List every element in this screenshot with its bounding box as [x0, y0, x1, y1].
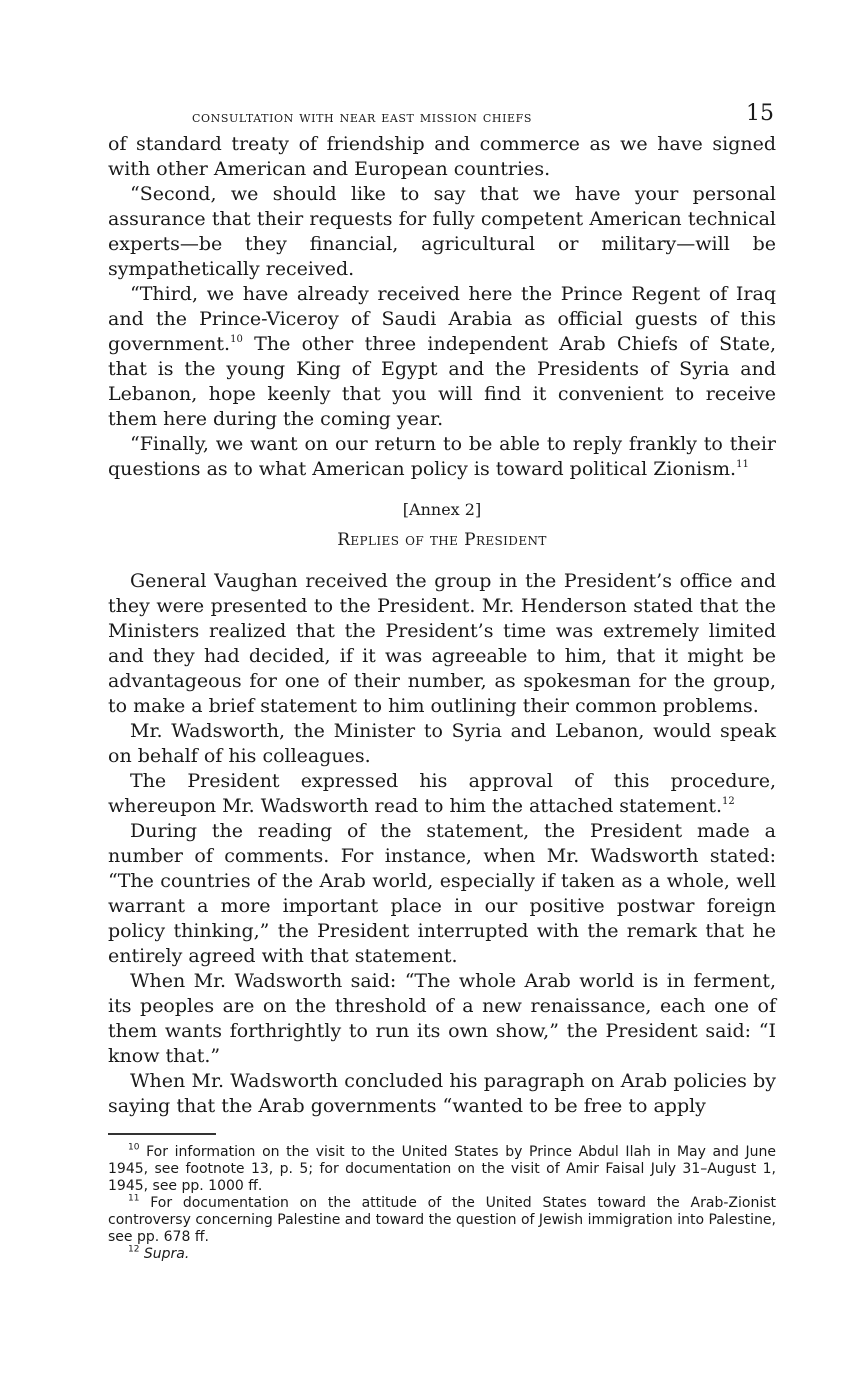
footnote-11	[108, 1195, 776, 1246]
paragraph-vaughan: General Vaughan received the group in the President’s office and they were presented to the President. Mr. Henderson stated that the Ministers realized that the President’s time was extremely limited and they had decided, if it was agreeable to him, that it might be advantageous for one of their number, as spokesman for the group, to make a brief statement to him outlining their common problems.	[108, 570, 776, 717]
paragraph-treaty: of standard treaty of friendship and commerce as we have signed with other American and European countries.	[108, 133, 776, 180]
footnote-12	[108, 1246, 776, 1263]
paragraph-wadsworth-spokesman: Mr. Wadsworth, the Minister to Syria and Lebanon, would speak on behalf of his colleagues.	[108, 720, 776, 767]
paragraph-arab-policies: When Mr. Wadsworth concluded his paragraph on Arab policies by saying that the Arab governments “wanted to be free to apply	[108, 1070, 776, 1117]
footnote-10-text: For information on the visit to the United States by Prince Abdul Ilah in May and June 1945, see footnote 13, p. 5; for documentation on the visit of Amir Faisal July 31–August 1, 1945, see pp. 1000 ff.	[108, 1144, 777, 1194]
paragraph-second: “Second, we should like to say that we have your personal assurance that their requests for fully competent American technical experts—be they financial, agricultural or military—will be sympathetically received.	[108, 183, 776, 280]
paragraph-comments: During the reading of the statement, the President made a number of comments. For instance, when Mr. Wadsworth stated: “The countries of the Arab world, especially if taken as a whole, well warrant a more important place in our positive postwar foreign policy thinking,” the President interrupted with the remark that he entirely agreed with that statement.	[108, 820, 776, 967]
paragraph-finally	[108, 432, 776, 482]
paragraph-third	[108, 282, 776, 432]
paragraph-approval-text: The President expressed his approval of this procedure, whereupon Mr. Wadsworth read to him the attached statement.	[108, 770, 776, 817]
footnote-reference-11: 11	[736, 459, 749, 470]
footnote-12-text: Supra.	[143, 1246, 190, 1262]
footnote-10	[108, 1144, 776, 1195]
footnote-mark-11: 11	[128, 1193, 140, 1204]
footnotes	[108, 1144, 776, 1263]
footnote-mark-12: 12	[128, 1244, 140, 1255]
section-title: Replies of the President	[337, 530, 547, 550]
paragraph-approval	[108, 769, 776, 819]
paragraph-ferment: When Mr. Wadsworth said: “The whole Arab world is in ferment, its peoples are on the threshold of a new renaissance, each one of them wants forthrightly to run its own show,” the President said: “I know that.”	[108, 970, 776, 1067]
footnote-rule	[108, 1133, 216, 1136]
running-head	[108, 98, 776, 132]
running-title: consultation with near east mission chiefs	[192, 108, 533, 126]
annex-body-text	[108, 569, 776, 1119]
paragraph-finally-text: “Finally, we want on our return to be able to reply frankly to their questions as to what American policy is toward political Zionism.	[108, 433, 776, 480]
paragraph-third-text-1: “Third, we have already received here the Prince Regent of Iraq and the Prince-Viceroy of Saudi Arabia as official guests of this government.	[108, 283, 776, 355]
footnote-reference-12: 12	[722, 796, 735, 807]
annex-label: [Annex 2]	[402, 500, 482, 519]
body-text	[108, 132, 776, 482]
paragraph-third-text-2: The other three independent Arab Chiefs of State, that is the young King of Egypt and the Presidents of Syria and Lebanon, hope keenly that you will find it convenient to receive them here during the coming year.	[108, 333, 776, 430]
footnote-reference-10: 10	[230, 334, 243, 345]
footnote-11-text: For documentation on the attitude of the United States toward the Arab-Zionist controversy concerning Palestine and toward the question of Jewish immigration into Palestine, see pp. 678 ff.	[108, 1195, 776, 1245]
footnote-mark-10: 10	[128, 1142, 140, 1153]
page-number: 15	[746, 101, 774, 126]
document-page	[108, 98, 776, 1263]
